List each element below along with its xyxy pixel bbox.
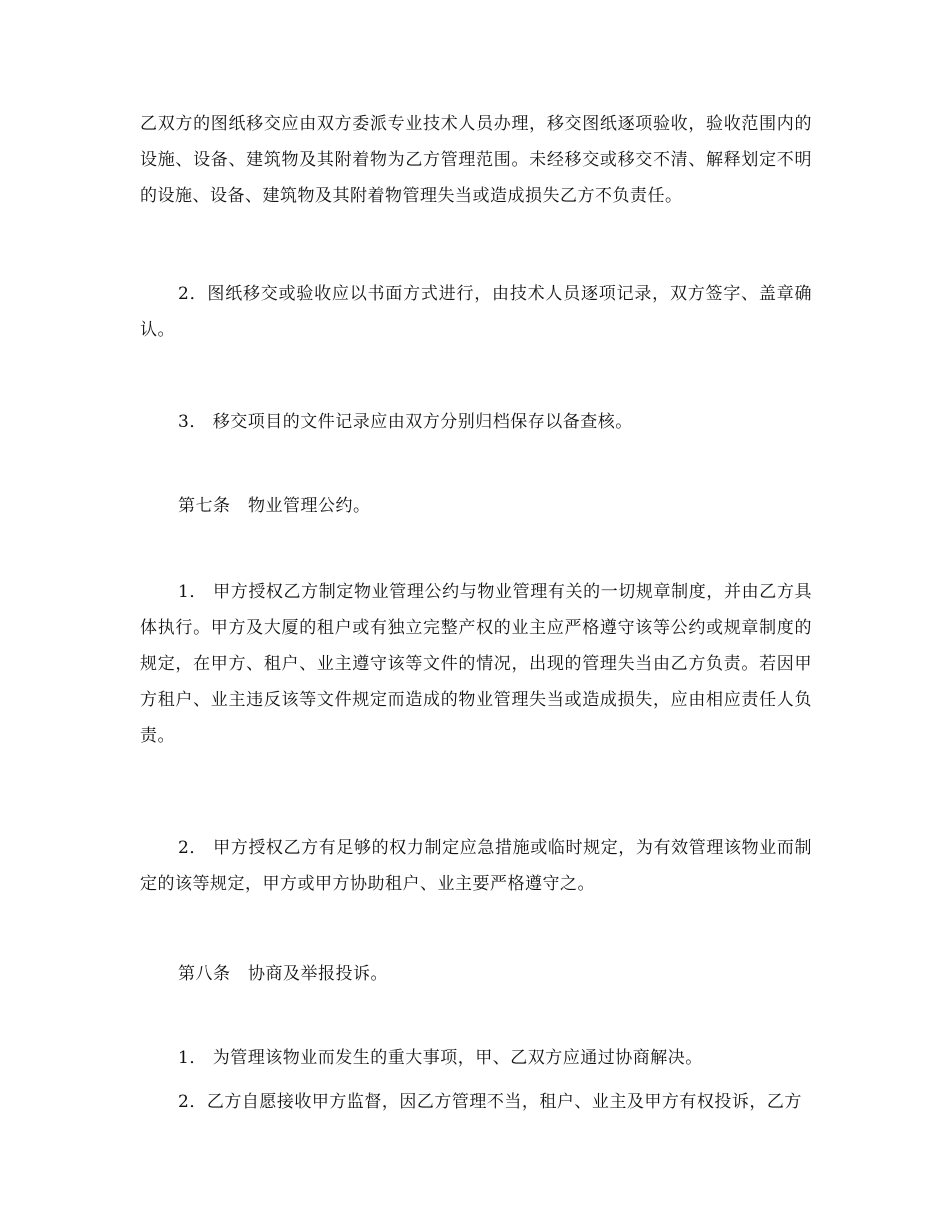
paragraph-article8-item1: 1． 为管理该物业而发生的重大事项，甲、乙双方应通过协商解决。 <box>178 1048 703 1068</box>
paragraph-handover-scope: 乙双方的图纸移交应由双方委派专业技术人员办理，移交图纸逐项验收，验收范围内的设施、设备、建筑物及其附着物为乙方管理范围。未经移交或移交不清、解释划定不明的设施、设备、建筑物及其附着物管理失当或造成损失乙方不负责任。 <box>140 114 812 206</box>
paragraph-article6-item3: 3． 移交项目的文件记录应由双方分别归档保存以备查核。 <box>178 412 633 432</box>
paragraph-article7-item1: 1． 甲方授权乙方制定物业管理公约与物业管理有关的一切规章制度，并由乙方具体执行。甲方及大厦的租户或有独立完整产权的业主应严格遵守该等公约或规章制度的规定，在甲方、租户、业主遵守该等文件的情况，出现的管理失当由乙方负责。若因甲方租户、业主违反该等文件规定而造成的物业管理失当或造成损失，应由相应责任人负责。 <box>140 582 812 746</box>
paragraph-article8-item2: 2．乙方自愿接收甲方监督，因乙方管理不当，租户、业主及甲方有权投诉，乙方 <box>178 1092 802 1112</box>
article7-heading: 第七条 物业管理公约。 <box>178 496 371 516</box>
paragraph-article6-item2: 2．图纸移交或验收应以书面方式进行，由技术人员逐项记录，双方签字、盖章确认。 <box>140 284 812 340</box>
paragraph-article7-item2: 2． 甲方授权乙方有足够的权力制定应急措施或临时规定，为有效管理该物业而制定的该等规定，甲方或甲方协助租户、业主要严格遵守之。 <box>140 838 812 894</box>
article8-heading: 第八条 协商及举报投诉。 <box>178 964 388 984</box>
